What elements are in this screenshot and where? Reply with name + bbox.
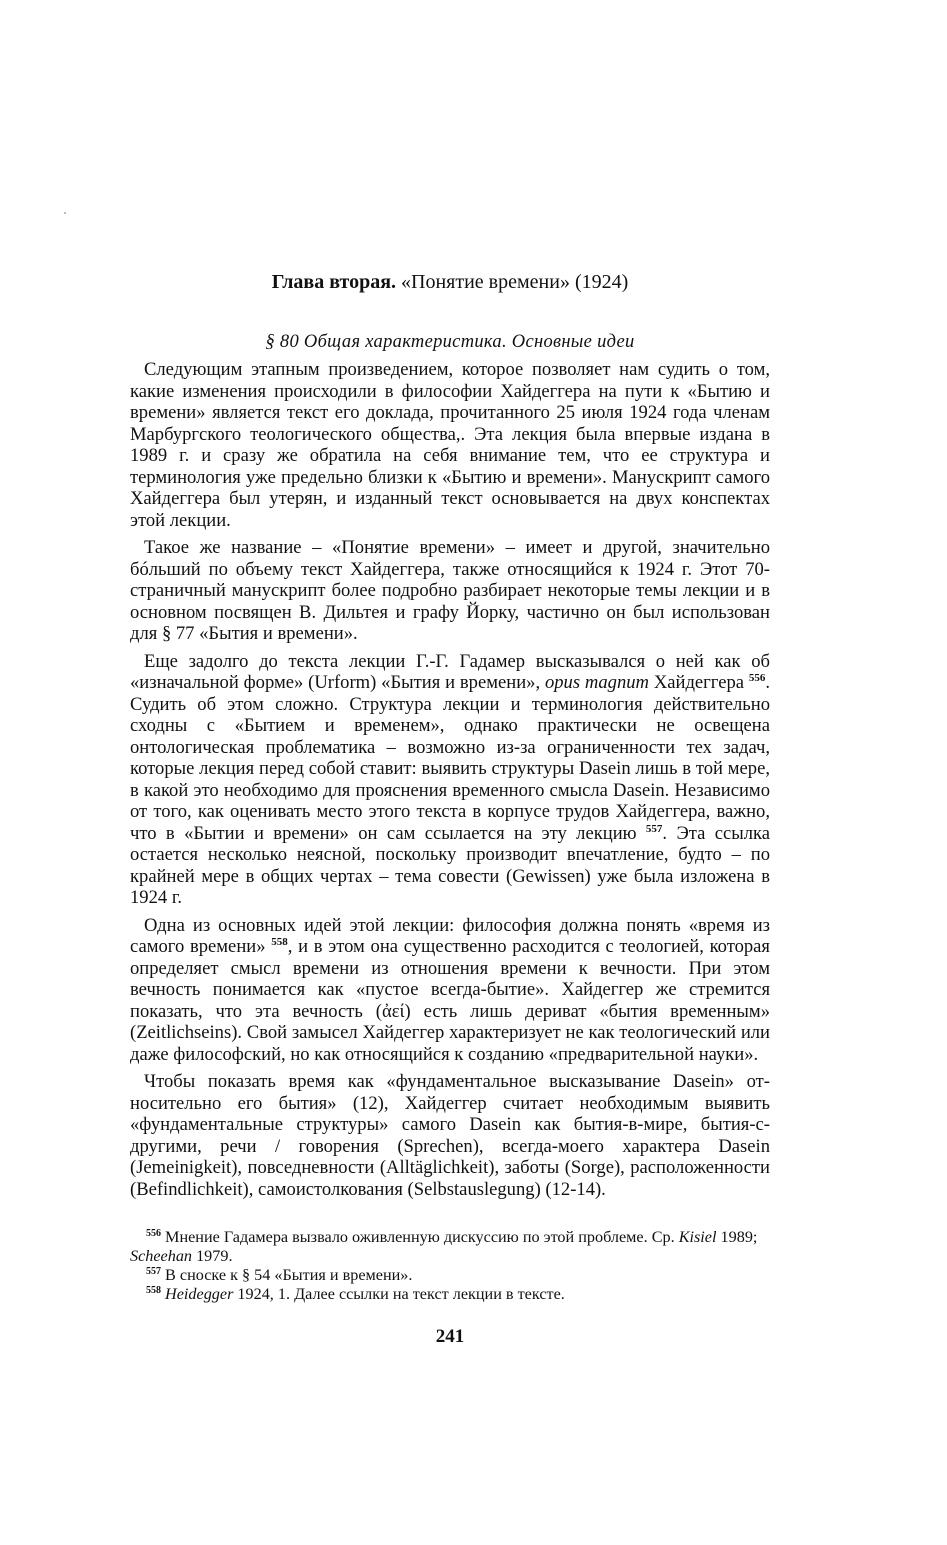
chapter-title-rest: «Понятие времени» (1924) — [396, 271, 629, 293]
section-title: § 80 Общая характеристика. Основные идеи — [265, 332, 635, 352]
footnote-ref-556[interactable]: 556 — [748, 672, 766, 684]
paragraph-3-part-b: Хайдеггера — [648, 672, 749, 693]
paragraph-4 — [130, 915, 770, 1066]
footnote-557 — [130, 1266, 770, 1285]
chapter-title-bold: Глава вторая. — [271, 271, 397, 293]
scan-speck — [64, 212, 66, 214]
footnote-ref-557[interactable]: 557 — [645, 822, 663, 835]
paragraph-3-part-c: . Судить об этом сложно. Структура лекции и терминология действительно сходны с «Бытием и временем», однако практически не освещена онтологическая проблематика – возможно из-за ограниченности тех задач, которые лекция перед собой ставит: выявить структуры Dasein лишь в той мере, в какой это необходимо для прояснения временного смысла Dasein. Независимо от того, как оценивать место этого текста в корпусе трудов Хайдеггера, важно, что в «Бытии и времени» он сам ссылается на эту лекцию — [130, 672, 770, 844]
chapter-title — [130, 270, 770, 294]
footnote-557-text: В сноске к § 54 «Бытия и времени». — [161, 1266, 413, 1284]
book-page — [130, 270, 770, 1348]
footnote-556-end: 1979. — [192, 1247, 233, 1265]
footnote-556-author-scheehan: Scheehan — [130, 1247, 193, 1265]
footnote-556-mid: 1989; — [716, 1228, 758, 1246]
footnote-556-author-kisiel: Kisiel — [678, 1228, 717, 1246]
paragraph-2: Такое же название – «Понятие времени» – имеет и другой, значительно бóльший по объему текст Хайдеггера, также относящийся к 1924 г. Этот 70-страничный манускрипт более подробно разбирает некоторые темы лекции и в основном посвящен В. Дильтея и графу Йорку, частично он был использован для § 77 «Бытия и времени». — [130, 537, 770, 644]
paragraph-3 — [130, 651, 770, 909]
footnote-558 — [130, 1285, 770, 1304]
footnote-number-556: 556 — [146, 1228, 161, 1239]
footnote-ref-558[interactable]: 558 — [271, 936, 288, 948]
paragraph-4-part-b: , и в этом она существенно расходится с теологией, которая определяет смысл времени из отношения времени к вечности. При этом вечность понимается как «пустое всегда-бытие». Хайдеггер же стремится показать, что эта вечность (ἀεί) есть лишь дериват «бытия временным» (Zeitlichseins). Свой замысел Хайдеггер характеризует не как теологический или даже философский, но как относящийся к созданию «предварительной науки». — [130, 936, 770, 1065]
footnote-number-558: 558 — [146, 1285, 161, 1296]
opus-magnum-italic: opus magnum — [544, 672, 649, 693]
footnotes — [130, 1228, 770, 1304]
paragraph-4-part-a: Одна из основных идей этой лекции: философия должна понять «время из самого времени» — [130, 914, 770, 957]
footnote-558-text: 1924, 1. Далее ссылки на текст лекции в тексте. — [233, 1285, 565, 1303]
paragraph-3-part-a: Еще задолго до текста лекции Г.-Г. Гадамер высказывался о ней как об «изначальной форме» (Urform) «Бытия и времени», — [130, 650, 770, 693]
paragraph-5: Чтобы показать время как «фундаментальное высказывание Dasein» относительно его бытия» (12), Хайдеггер считает необходимым выявить «фундаментальные структуры» самого Dasein как бытия-в-мире, бытия-с-другими, речи / говорения (Sprechen), всегда-моего характера Dasein (Jemeinigkeit), повседневности (Alltäglichkeit), заботы (Sorge), расположенности (Befindlichkeit), самоистолкования (Selbstauslegung) (12-14). — [130, 1071, 770, 1200]
paragraph-1: Следующим этапным произведением, которое позволяет нам судить о том, какие изменения происходили в философии Хайдеггера на пути к «Бытию и времени» является текст его доклада, прочитанного 25 июля 1924 года членам Марбургского теологического общества,. Эта лекция была впервые издана в 1989 г. и сразу же обратила на себя внимание тем, что ее структура и терминология уже предельно близки к «Бытию и времени». Манускрипт самого Хайдеггера был утерян, и изданный текст основывается на двух конспектах этой лекции. — [130, 359, 770, 531]
page-number: 241 — [435, 1326, 465, 1347]
paragraph-3-part-d: . Эта ссылка остается несколько неясной, поскольку производит впечатление, будто – по крайней мере в общих чертах – тема совести (Gewissen) уже была изложена в 1924 г. — [130, 822, 770, 908]
footnote-number-557: 557 — [146, 1266, 161, 1277]
footnote-558-author: Heidegger — [165, 1285, 234, 1303]
footnote-556 — [130, 1228, 770, 1266]
footnote-556-text: Мнение Гадамера вызвало оживленную дискуссию по этой проблеме. Ср. — [161, 1228, 679, 1246]
